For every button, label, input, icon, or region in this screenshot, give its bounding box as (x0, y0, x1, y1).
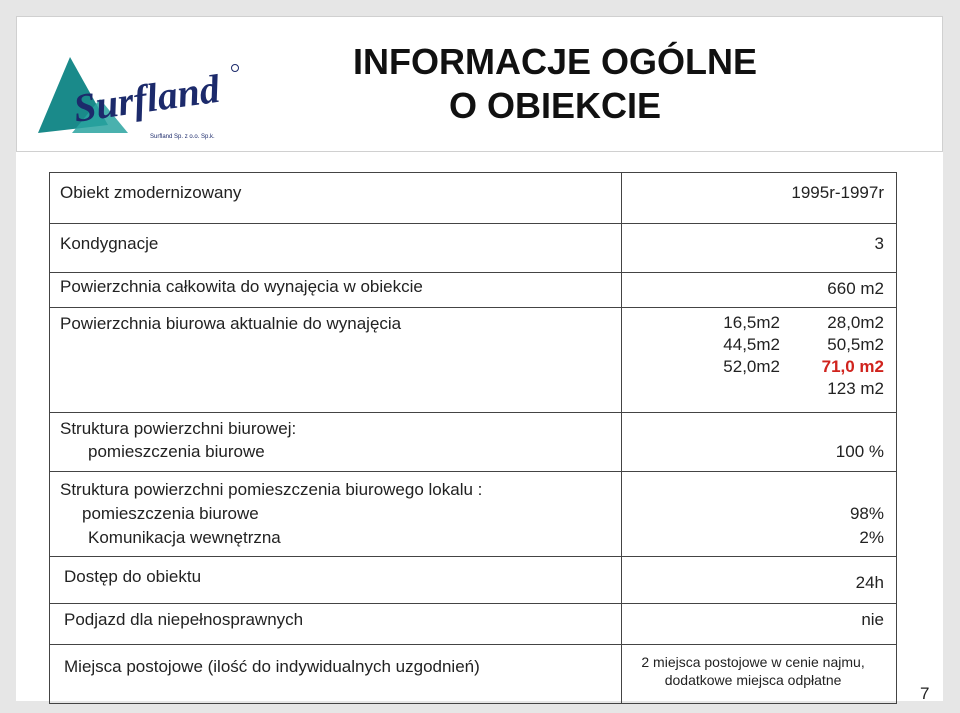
table-cell-label (50, 273, 622, 308)
table-cell-label (50, 472, 622, 557)
table-cell-label (50, 645, 622, 704)
row-label: Struktura powierzchni biurowej: (60, 419, 297, 438)
row-value: 660 m2 (827, 279, 884, 298)
table-cell-value (622, 308, 897, 413)
table-row (50, 604, 897, 645)
table-cell-label (50, 557, 622, 604)
property-info-table (49, 172, 897, 704)
title-line-1: INFORMACJE OGÓLNE (352, 41, 757, 82)
office-area-total: 123 m2 (827, 379, 884, 398)
row-label: Struktura powierzchni pomieszczenia biurowego lokalu : (60, 480, 483, 499)
row-label: Powierzchnia całkowita do wynajęcia w obiekcie (60, 277, 423, 296)
table-row (50, 273, 897, 308)
table-row (50, 224, 897, 273)
table-cell-label (50, 413, 622, 472)
row-label: Dostęp do obiektu (64, 567, 202, 586)
row-label: Podjazd dla niepełnosprawnych (64, 610, 304, 629)
row-value: 3 (874, 234, 884, 253)
table-row (50, 413, 897, 472)
table-cell-label (50, 308, 622, 413)
row-label: Kondygnacje (60, 234, 159, 253)
row-sublabel: Komunikacja wewnętrzna (88, 528, 281, 547)
row-value: nie (861, 610, 884, 629)
table-cell-value (622, 472, 897, 557)
row-value: 24h (855, 573, 884, 592)
office-area-value: 16,5m2 (723, 313, 780, 332)
table-cell-label (50, 173, 622, 224)
table-cell-value (622, 604, 897, 645)
surfland-logo (38, 55, 243, 143)
row-sublabel: pomieszczenia biurowe (88, 442, 265, 461)
row-sublabel: pomieszczenia biurowe (82, 504, 259, 523)
page-number: 7 (920, 684, 930, 703)
row-value: 2 miejsca postojowe w cenie najmu, (641, 654, 865, 670)
table-cell-value (622, 645, 897, 704)
title-line-2: O OBIEKCIE (448, 85, 662, 126)
row-value: 98% (849, 504, 884, 523)
row-label: Powierzchnia biurowa aktualnie do wynajęcia (60, 314, 402, 333)
table-row (50, 308, 897, 413)
table-row (50, 645, 897, 704)
table-cell-value (622, 273, 897, 308)
row-value: 2% (859, 528, 884, 547)
logo-subtitle: Surfland Sp. z o.o. Sp.k. (150, 134, 215, 140)
row-value: 1995r-1997r (791, 183, 884, 202)
office-area-value-highlighted: 71,0 m2 (821, 357, 884, 376)
office-area-value: 52,0m2 (723, 357, 780, 376)
logo-brand: Surfland (70, 65, 223, 131)
office-area-value: 44,5m2 (723, 335, 780, 354)
table-cell-value (622, 413, 897, 472)
row-value: dodatkowe miejsca odpłatne (664, 672, 842, 688)
table-cell-value (622, 557, 897, 604)
page-title (300, 40, 810, 128)
row-label: Obiekt zmodernizowany (60, 183, 242, 202)
table-row (50, 472, 897, 557)
table-cell-label (50, 224, 622, 273)
row-label: Miejsca postojowe (ilość do indywidualnych uzgodnień) (64, 657, 480, 676)
row-value: 100 % (835, 442, 884, 461)
table-row (50, 557, 897, 604)
table-row (50, 173, 897, 224)
table-cell-value (622, 173, 897, 224)
table-cell-label (50, 604, 622, 645)
office-area-value: 50,5m2 (827, 335, 884, 354)
office-area-value: 28,0m2 (827, 313, 884, 332)
table-cell-value (622, 224, 897, 273)
